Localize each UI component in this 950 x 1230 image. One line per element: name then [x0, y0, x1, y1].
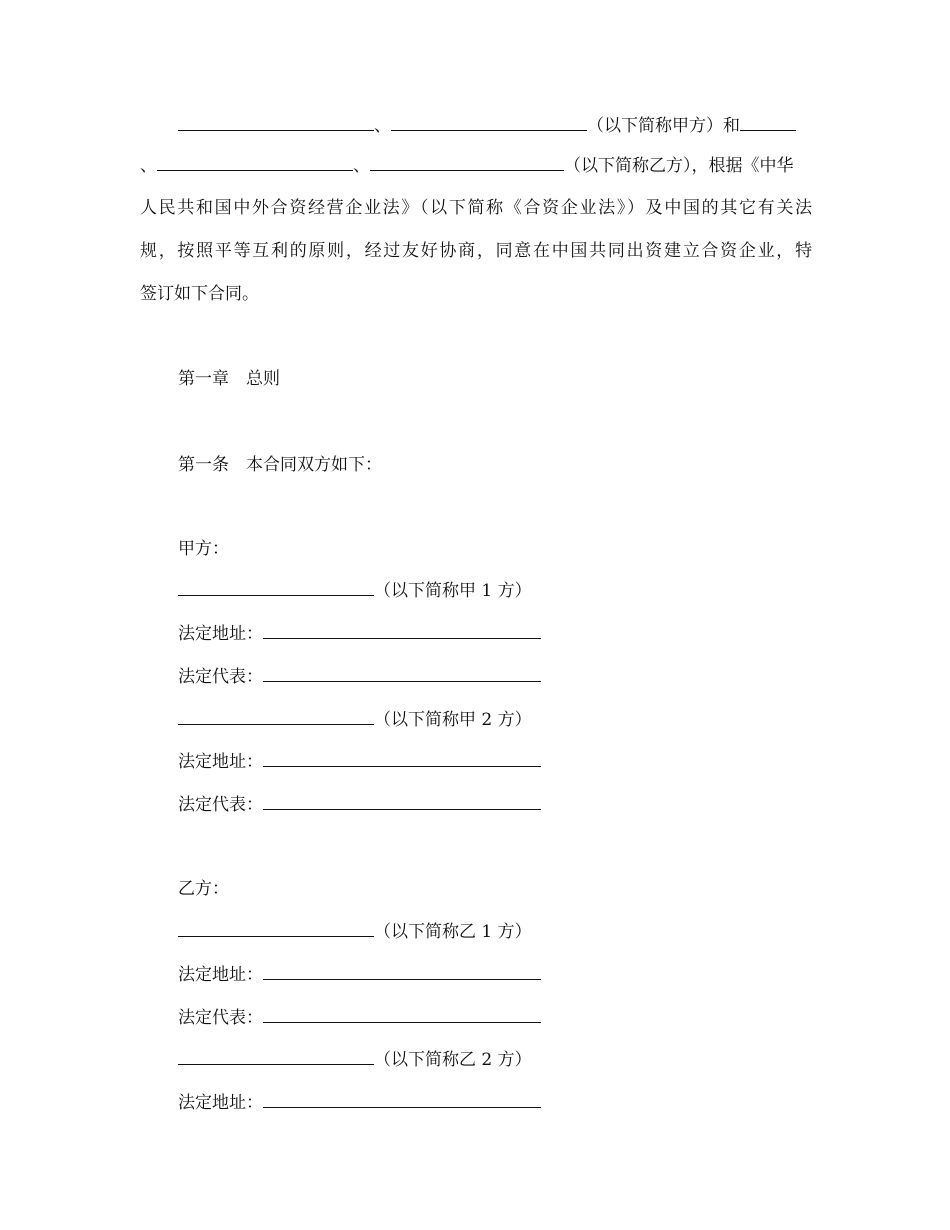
rep-label: 法定代表：	[178, 795, 263, 815]
party-a2-rep-row	[178, 790, 812, 820]
blank-field-party-a2-rep[interactable]	[263, 791, 541, 810]
separator: 、	[140, 156, 157, 176]
party-a2-suffix: （以下简称甲 2 方）	[374, 710, 532, 730]
blank-field-party-b1-name[interactable]	[178, 918, 374, 937]
address-label: 法定地址：	[178, 1093, 263, 1113]
blank-field-party-b1-rep[interactable]	[263, 1004, 541, 1023]
address-label: 法定地址：	[178, 965, 263, 985]
blank-field-party-a2-name[interactable]	[178, 706, 374, 725]
chapter-title: 第一章 总则	[178, 369, 280, 389]
separator: 、	[353, 156, 370, 176]
preamble-line-1	[178, 111, 812, 141]
blank-field-party-b2-address[interactable]	[263, 1089, 541, 1108]
party-a1-rep-row	[178, 662, 812, 692]
rep-label: 法定代表：	[178, 667, 263, 687]
blank-field-party-b-2[interactable]	[157, 152, 353, 171]
blank-field-party-a-2[interactable]	[391, 112, 587, 131]
party-b-member-2	[178, 1045, 812, 1075]
preamble-line-5: 签订如下合同。	[140, 284, 259, 304]
party-a-member-1	[178, 576, 812, 606]
party-b2-address-row	[178, 1088, 812, 1118]
blank-field-party-b-1[interactable]	[740, 112, 796, 131]
party-b1-rep-row	[178, 1003, 812, 1033]
preamble-text: （以下简称甲方）和	[587, 116, 740, 136]
blank-field-party-a1-address[interactable]	[263, 620, 541, 639]
blank-field-party-b2-name[interactable]	[178, 1046, 374, 1065]
party-a2-address-row	[178, 747, 812, 777]
blank-field-party-b-3[interactable]	[370, 152, 564, 171]
party-b1-address-row	[178, 960, 812, 990]
blank-field-party-a1-name[interactable]	[178, 577, 374, 596]
article-1: 第一条 本合同双方如下：	[178, 455, 382, 475]
rep-label: 法定代表：	[178, 1008, 263, 1028]
party-b1-suffix: （以下简称乙 1 方）	[374, 922, 532, 942]
party-b-member-1	[178, 917, 812, 947]
party-a-member-2	[178, 705, 812, 735]
separator: 、	[374, 116, 391, 136]
party-b-heading: 乙方：	[178, 879, 229, 899]
preamble-line-2	[140, 151, 812, 181]
party-a1-address-row	[178, 619, 812, 649]
preamble-line-4: 规，按照平等互利的原则，经过友好协商，同意在中国共同出资建立合资企业，特	[140, 241, 812, 261]
blank-field-party-a1-rep[interactable]	[263, 663, 541, 682]
blank-field-party-a-1[interactable]	[178, 112, 374, 131]
preamble-text: （以下简称乙方），根据《中华	[564, 156, 794, 176]
party-b2-suffix: （以下简称乙 2 方）	[374, 1050, 532, 1070]
address-label: 法定地址：	[178, 624, 263, 644]
party-a1-suffix: （以下简称甲 1 方）	[374, 581, 532, 601]
preamble-line-3: 人民共和国中外合资经营企业法》（以下简称《合资企业法》）及中国的其它有关法	[140, 198, 812, 218]
address-label: 法定地址：	[178, 752, 263, 772]
blank-field-party-b1-address[interactable]	[263, 961, 541, 980]
blank-field-party-a2-address[interactable]	[263, 748, 541, 767]
party-a-heading: 甲方：	[178, 539, 229, 559]
